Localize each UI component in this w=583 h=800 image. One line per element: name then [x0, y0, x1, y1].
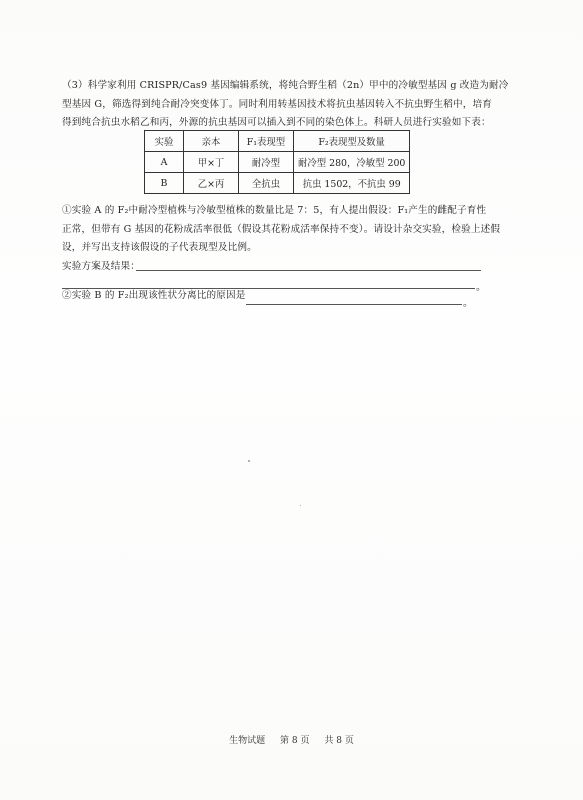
question-intro: [62, 77, 509, 133]
plan-label: 实验方案及结果：: [62, 260, 140, 272]
table-cell: B: [145, 173, 184, 194]
sub-question-2: [62, 287, 482, 306]
answer-blank-line-3[interactable]: [246, 304, 462, 305]
sub1-line-3: 设，并写出支持该假设的子代表现型及比例。: [62, 242, 257, 253]
period-mark: 。: [476, 282, 486, 293]
intro-line-2: 型基因 G，筛选得到纯合耐冷突变体丁。同时利用转基因技术将抗虫基因转入不抗虫野生稻中，培育: [62, 98, 492, 110]
table-cell: 耐冷型: [239, 152, 294, 173]
answer-blank-line-1[interactable]: [136, 270, 481, 271]
scan-speck: [300, 505, 301, 506]
header-cell: 实验: [145, 131, 184, 152]
table-cell: 乙×丙: [184, 173, 239, 194]
header-cell: F₁表现型: [239, 131, 294, 152]
intro-line-3: 得到纯合抗虫水稻乙和丙，外源的抗虫基因可以插入到不同的染色体上。科研人员进行实验如下表：: [62, 117, 491, 128]
table-cell: 全抗虫: [239, 173, 294, 194]
table-cell: 耐冷型 280，冷敏型 200: [294, 152, 410, 173]
table-cell: 抗虫 1502，不抗虫 99: [294, 173, 410, 194]
footer-subject: 生物试题: [229, 736, 266, 746]
table-row: [145, 173, 410, 194]
table-cell: A: [145, 152, 184, 173]
page-footer: [0, 733, 583, 746]
table-header-row: [145, 131, 410, 152]
sub-question-1: [62, 202, 501, 276]
experiment-table: [144, 130, 410, 194]
sub1-line-1: ①实验 A 的 F₂中耐冷型植株与冷敏型植株的数量比是 7：5，有人提出假设：F₁产生的雌配子育性: [62, 205, 487, 216]
header-cell: 亲本: [184, 131, 239, 152]
table-row: [145, 152, 410, 173]
footer-total: 共 8 页: [324, 736, 354, 746]
footer-page: 第 8 页: [280, 736, 310, 746]
header-cell: F₂表现型及数量: [294, 131, 410, 152]
sub2-label: ②实验 B 的 F₂出现该性状分离比的原因是: [62, 290, 246, 301]
sub1-line-2: 正常，但带有 G 基因的花粉成活率很低（假设其花粉成活率保持不变）。请设计杂交实验，检验上述假: [62, 223, 501, 235]
scan-speck: [248, 460, 250, 462]
table-cell: 甲×丁: [184, 152, 239, 173]
period-mark-2: 。: [463, 298, 473, 309]
intro-line-1: （3）科学家利用 CRISPR/Cas9 基因编辑系统，将纯合野生稻（2n）甲中的冷敏型基因 g 改造为耐冷: [62, 80, 509, 91]
